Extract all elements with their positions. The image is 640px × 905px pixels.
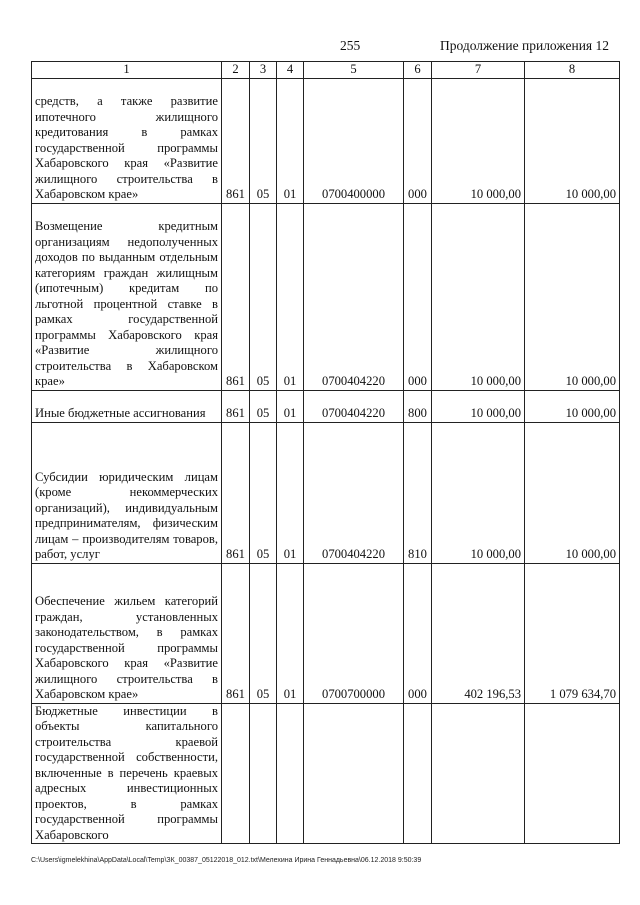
cell-col8: 1 079 634,70 bbox=[525, 563, 620, 703]
table-row bbox=[32, 422, 620, 563]
column-header: 2 bbox=[222, 62, 250, 79]
row-description: Обеспечение жильем категорий граждан, установленных законодательством, в рамках государственной программы Хабаровского края «Развитие жилищного строительства в Хабаровском крае» bbox=[32, 563, 222, 703]
cell-col2: 861 bbox=[222, 78, 250, 203]
cell-col7: 10 000,00 bbox=[432, 422, 525, 563]
cell-col3: 05 bbox=[250, 203, 277, 390]
table-row bbox=[32, 203, 620, 390]
cell-col5: 0700400000 bbox=[304, 78, 404, 203]
continuation-label: Продолжение приложения 12 bbox=[440, 38, 610, 53]
row-description: Субсидии юридическим лицам (кроме некоммерческих организаций), индивидуальным предпринимателям, физическим лицам – производителям товаров, работ, услуг bbox=[32, 422, 222, 563]
cell-col3 bbox=[250, 703, 277, 844]
cell-col3: 05 bbox=[250, 78, 277, 203]
table-row bbox=[32, 563, 620, 703]
cell-col5: 0700404220 bbox=[304, 203, 404, 390]
column-header: 3 bbox=[250, 62, 277, 79]
cell-col8: 10 000,00 bbox=[525, 422, 620, 563]
table-row bbox=[32, 390, 620, 422]
cell-col2: 861 bbox=[222, 422, 250, 563]
cell-col7: 10 000,00 bbox=[432, 78, 525, 203]
cell-col6 bbox=[404, 703, 432, 844]
column-header: 5 bbox=[304, 62, 404, 79]
column-header: 7 bbox=[432, 62, 525, 79]
footer-path: C:\Users\igmelekhina\AppData\Local\Temp\ЗК_00387_05122018_012.txt\Мелехина Ирина Геннадьевна\06.12.2018 9:50:39 bbox=[31, 857, 422, 864]
cell-col5: 0700700000 bbox=[304, 563, 404, 703]
cell-col4: 01 bbox=[277, 203, 304, 390]
cell-col2: 861 bbox=[222, 563, 250, 703]
table-row bbox=[32, 703, 620, 844]
column-header: 8 bbox=[525, 62, 620, 79]
row-description: средств, а также развитие ипотечного жилищного кредитования в рамках государственной программы Хабаровского края «Развитие жилищного строительства в Хабаровском крае» bbox=[32, 78, 222, 203]
cell-col8 bbox=[525, 703, 620, 844]
cell-col4: 01 bbox=[277, 78, 304, 203]
cell-col5 bbox=[304, 703, 404, 844]
row-description: Бюджетные инвестиции в объекты капитального строительства краевой государственной собственности, включенные в перечень краевых адресных инвестиционных проектов, в рамках государственной программы Хабаровского bbox=[32, 703, 222, 844]
column-header: 1 bbox=[32, 62, 222, 79]
cell-col7: 10 000,00 bbox=[432, 203, 525, 390]
cell-col8: 10 000,00 bbox=[525, 78, 620, 203]
row-description: Возмещение кредитным организациям недополученных доходов по выданным отдельным категориям граждан жилищным (ипотечным) кредитам по льготной процентной ставке в рамках государственной программы Хабаровского края «Развитие жилищного строительства в Хабаровском крае» bbox=[32, 203, 222, 390]
cell-col6: 000 bbox=[404, 203, 432, 390]
column-header-row bbox=[32, 62, 620, 79]
cell-col7: 402 196,53 bbox=[432, 563, 525, 703]
table-row bbox=[32, 78, 620, 203]
cell-col6: 000 bbox=[404, 78, 432, 203]
cell-col2: 861 bbox=[222, 390, 250, 422]
budget-table bbox=[31, 61, 620, 844]
cell-col8: 10 000,00 bbox=[525, 390, 620, 422]
cell-col4: 01 bbox=[277, 563, 304, 703]
cell-col3: 05 bbox=[250, 390, 277, 422]
cell-col2 bbox=[222, 703, 250, 844]
row-description: Иные бюджетные ассигнования bbox=[32, 390, 222, 422]
cell-col5: 0700404220 bbox=[304, 390, 404, 422]
cell-col4: 01 bbox=[277, 422, 304, 563]
cell-col3: 05 bbox=[250, 563, 277, 703]
page-number: 255 bbox=[340, 38, 361, 53]
column-header: 6 bbox=[404, 62, 432, 79]
cell-col3: 05 bbox=[250, 422, 277, 563]
cell-col8: 10 000,00 bbox=[525, 203, 620, 390]
column-header: 4 bbox=[277, 62, 304, 79]
cell-col7: 10 000,00 bbox=[432, 390, 525, 422]
cell-col6: 000 bbox=[404, 563, 432, 703]
cell-col6: 810 bbox=[404, 422, 432, 563]
cell-col4: 01 bbox=[277, 390, 304, 422]
cell-col4 bbox=[277, 703, 304, 844]
cell-col5: 0700404220 bbox=[304, 422, 404, 563]
cell-col7 bbox=[432, 703, 525, 844]
cell-col2: 861 bbox=[222, 203, 250, 390]
cell-col6: 800 bbox=[404, 390, 432, 422]
